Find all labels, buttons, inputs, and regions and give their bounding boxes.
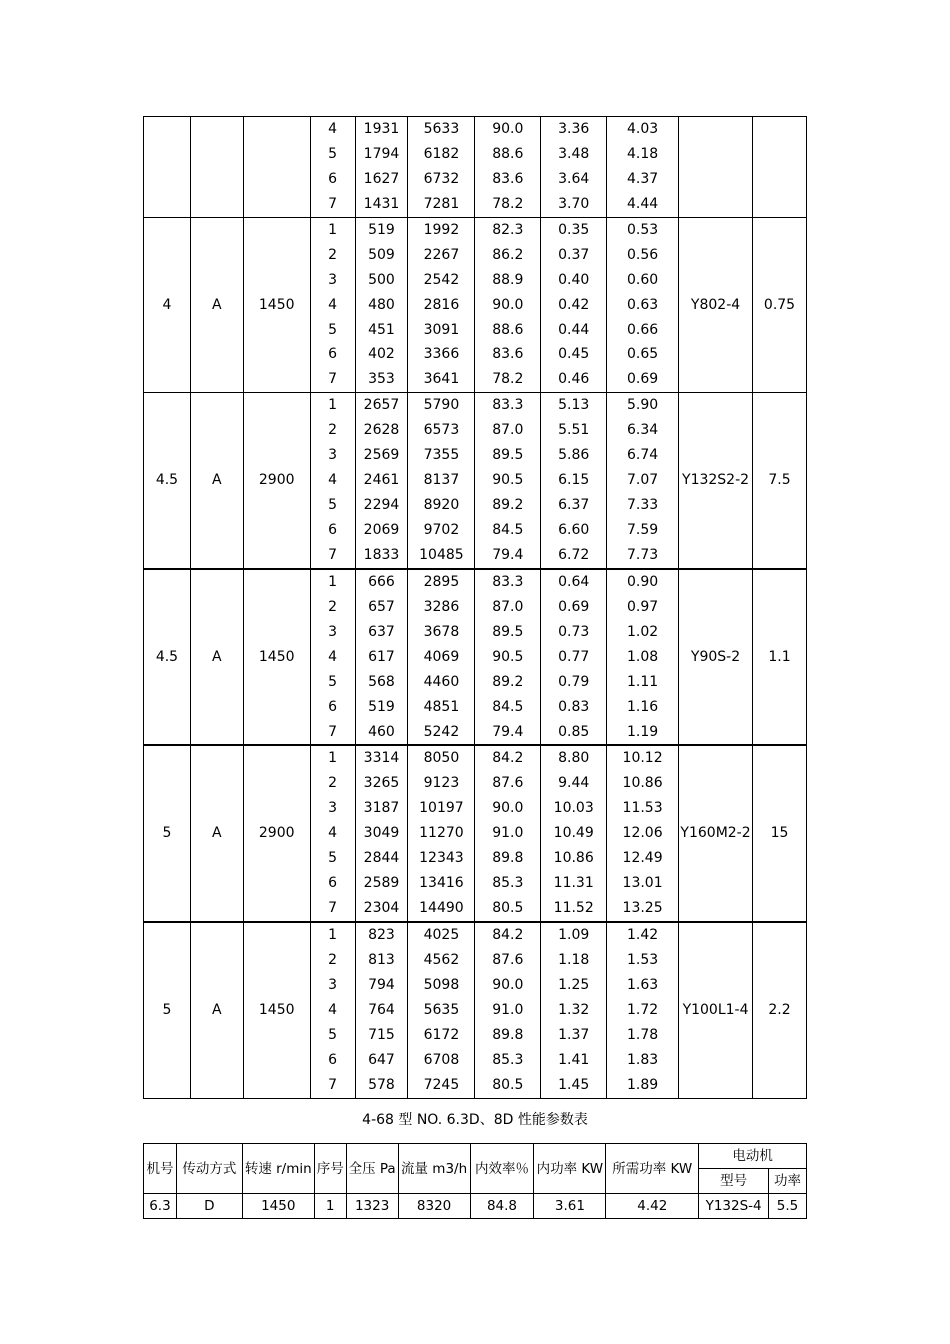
efficiency-cell: 87.6 bbox=[475, 948, 541, 973]
efficiency-cell: 89.5 bbox=[475, 443, 541, 468]
flow-cell: 10485 bbox=[408, 543, 475, 569]
inner-power-cell: 1.37 bbox=[541, 1023, 607, 1048]
inner-power-cell: 0.77 bbox=[541, 645, 607, 670]
pressure-cell: 3187 bbox=[355, 796, 408, 821]
flow-cell: 6172 bbox=[408, 1023, 475, 1048]
inner-power-cell: 3.64 bbox=[541, 167, 607, 192]
required-power-cell: 0.90 bbox=[607, 569, 679, 595]
pressure-cell: 2657 bbox=[355, 393, 408, 418]
seq-cell: 6 bbox=[310, 518, 355, 543]
flow-cell: 3286 bbox=[408, 595, 475, 620]
inner-power-cell: 6.72 bbox=[541, 543, 607, 569]
table-row bbox=[144, 217, 807, 242]
efficiency-cell: 78.2 bbox=[475, 192, 541, 217]
flow-cell: 2267 bbox=[408, 243, 475, 268]
efficiency-cell: 89.8 bbox=[475, 1023, 541, 1048]
motor-power-cell bbox=[753, 117, 807, 218]
machine-number-cell: 5 bbox=[144, 745, 191, 922]
motor-model-cell: Y160M2-2 bbox=[679, 745, 753, 922]
required-power-cell: 0.65 bbox=[607, 342, 679, 367]
table-row bbox=[144, 117, 807, 142]
inner-power-cell: 1.09 bbox=[541, 922, 607, 948]
inner-power-cell: 0.37 bbox=[541, 243, 607, 268]
flow-cell: 6708 bbox=[408, 1048, 475, 1073]
required-power-cell: 12.06 bbox=[607, 821, 679, 846]
table-row bbox=[144, 569, 807, 595]
motor-power-cell: 2.2 bbox=[753, 922, 807, 1098]
flow-cell: 5242 bbox=[408, 720, 475, 746]
flow-cell: 13416 bbox=[408, 871, 475, 896]
machine-number-cell bbox=[144, 117, 191, 218]
header-flow: 流量 m3/h bbox=[398, 1144, 470, 1194]
efficiency-cell: 84.2 bbox=[475, 745, 541, 771]
speed-cell: 2900 bbox=[243, 393, 310, 569]
efficiency-cell: 91.0 bbox=[475, 998, 541, 1023]
required-power-cell: 1.78 bbox=[607, 1023, 679, 1048]
flow-cell: 10197 bbox=[408, 796, 475, 821]
efficiency-cell: 88.6 bbox=[475, 142, 541, 167]
inner-power-cell: 8.80 bbox=[541, 745, 607, 771]
inner-power-cell: 6.15 bbox=[541, 468, 607, 493]
required-power-cell: 1.53 bbox=[607, 948, 679, 973]
flow-cell: 11270 bbox=[408, 821, 475, 846]
required-power-cell: 1.08 bbox=[607, 645, 679, 670]
flow-cell: 3366 bbox=[408, 342, 475, 367]
flow-cell: 4025 bbox=[408, 922, 475, 948]
seq-cell: 4 bbox=[310, 821, 355, 846]
seq-cell: 3 bbox=[310, 796, 355, 821]
efficiency-cell: 89.2 bbox=[475, 493, 541, 518]
required-power-cell: 1.11 bbox=[607, 670, 679, 695]
motor-power-cell: 1.1 bbox=[753, 569, 807, 746]
speed-cell: 2900 bbox=[243, 745, 310, 922]
required-power-cell: 13.25 bbox=[607, 896, 679, 922]
motor-power-cell: 7.5 bbox=[753, 393, 807, 569]
required-power-cell: 6.74 bbox=[607, 443, 679, 468]
seq-cell: 2 bbox=[310, 771, 355, 796]
flow-cell: 4851 bbox=[408, 695, 475, 720]
flow-cell: 12343 bbox=[408, 846, 475, 871]
spec-cell: Y132S-4 bbox=[699, 1194, 769, 1219]
header-efficiency: 内效率％ bbox=[470, 1144, 534, 1194]
drive-type-cell: A bbox=[190, 745, 243, 922]
spec-data-row bbox=[144, 1194, 807, 1219]
inner-power-cell: 5.51 bbox=[541, 418, 607, 443]
efficiency-cell: 84.2 bbox=[475, 922, 541, 948]
required-power-cell: 1.02 bbox=[607, 620, 679, 645]
pressure-cell: 2461 bbox=[355, 468, 408, 493]
seq-cell: 7 bbox=[310, 896, 355, 922]
pressure-cell: 2628 bbox=[355, 418, 408, 443]
inner-power-cell: 0.46 bbox=[541, 367, 607, 392]
required-power-cell: 1.83 bbox=[607, 1048, 679, 1073]
speed-cell: 1450 bbox=[243, 922, 310, 1098]
inner-power-cell: 1.45 bbox=[541, 1073, 607, 1098]
pressure-cell: 1931 bbox=[355, 117, 408, 142]
inner-power-cell: 0.83 bbox=[541, 695, 607, 720]
spec-table bbox=[143, 1143, 807, 1219]
motor-model-cell: Y90S-2 bbox=[679, 569, 753, 746]
drive-type-cell: A bbox=[190, 217, 243, 393]
speed-cell: 1450 bbox=[243, 217, 310, 393]
seq-cell: 2 bbox=[310, 948, 355, 973]
efficiency-cell: 90.0 bbox=[475, 973, 541, 998]
pressure-cell: 578 bbox=[355, 1073, 408, 1098]
seq-cell: 4 bbox=[310, 468, 355, 493]
inner-power-cell: 3.36 bbox=[541, 117, 607, 142]
pressure-cell: 794 bbox=[355, 973, 408, 998]
flow-cell: 8050 bbox=[408, 745, 475, 771]
pressure-cell: 3314 bbox=[355, 745, 408, 771]
efficiency-cell: 84.5 bbox=[475, 695, 541, 720]
flow-cell: 2542 bbox=[408, 268, 475, 293]
flow-cell: 7245 bbox=[408, 1073, 475, 1098]
required-power-cell: 7.73 bbox=[607, 543, 679, 569]
seq-cell: 3 bbox=[310, 443, 355, 468]
pressure-cell: 460 bbox=[355, 720, 408, 746]
inner-power-cell: 5.13 bbox=[541, 393, 607, 418]
machine-number-cell: 4.5 bbox=[144, 393, 191, 569]
inner-power-cell: 1.25 bbox=[541, 973, 607, 998]
seq-cell: 5 bbox=[310, 493, 355, 518]
inner-power-cell: 1.32 bbox=[541, 998, 607, 1023]
pressure-cell: 617 bbox=[355, 645, 408, 670]
pressure-cell: 2589 bbox=[355, 871, 408, 896]
flow-cell: 5790 bbox=[408, 393, 475, 418]
pressure-cell: 500 bbox=[355, 268, 408, 293]
drive-type-cell: A bbox=[190, 922, 243, 1098]
efficiency-cell: 83.3 bbox=[475, 393, 541, 418]
flow-cell: 2895 bbox=[408, 569, 475, 595]
inner-power-cell: 0.79 bbox=[541, 670, 607, 695]
pressure-cell: 1833 bbox=[355, 543, 408, 569]
pressure-cell: 764 bbox=[355, 998, 408, 1023]
pressure-cell: 2294 bbox=[355, 493, 408, 518]
inner-power-cell: 0.42 bbox=[541, 293, 607, 318]
required-power-cell: 0.60 bbox=[607, 268, 679, 293]
spec-cell: 1450 bbox=[242, 1194, 314, 1219]
seq-cell: 2 bbox=[310, 418, 355, 443]
efficiency-cell: 80.5 bbox=[475, 1073, 541, 1098]
required-power-cell: 0.56 bbox=[607, 243, 679, 268]
efficiency-cell: 87.0 bbox=[475, 595, 541, 620]
pressure-cell: 3049 bbox=[355, 821, 408, 846]
seq-cell: 6 bbox=[310, 695, 355, 720]
flow-cell: 3641 bbox=[408, 367, 475, 392]
inner-power-cell: 0.85 bbox=[541, 720, 607, 746]
efficiency-cell: 87.6 bbox=[475, 771, 541, 796]
flow-cell: 4562 bbox=[408, 948, 475, 973]
pressure-cell: 2304 bbox=[355, 896, 408, 922]
pressure-cell: 2069 bbox=[355, 518, 408, 543]
efficiency-cell: 78.2 bbox=[475, 367, 541, 392]
pressure-cell: 519 bbox=[355, 217, 408, 242]
required-power-cell: 0.66 bbox=[607, 318, 679, 343]
header-seq: 序号 bbox=[314, 1144, 346, 1194]
inner-power-cell: 11.52 bbox=[541, 896, 607, 922]
seq-cell: 3 bbox=[310, 268, 355, 293]
performance-table bbox=[143, 116, 807, 1099]
motor-power-cell: 15 bbox=[753, 745, 807, 922]
efficiency-cell: 82.3 bbox=[475, 217, 541, 242]
flow-cell: 3678 bbox=[408, 620, 475, 645]
efficiency-cell: 80.5 bbox=[475, 896, 541, 922]
seq-cell: 1 bbox=[310, 569, 355, 595]
required-power-cell: 0.53 bbox=[607, 217, 679, 242]
seq-cell: 5 bbox=[310, 1023, 355, 1048]
inner-power-cell: 3.70 bbox=[541, 192, 607, 217]
spec-cell: 84.8 bbox=[470, 1194, 534, 1219]
inner-power-cell: 0.44 bbox=[541, 318, 607, 343]
required-power-cell: 13.01 bbox=[607, 871, 679, 896]
inner-power-cell: 1.18 bbox=[541, 948, 607, 973]
pressure-cell: 451 bbox=[355, 318, 408, 343]
pressure-cell: 509 bbox=[355, 243, 408, 268]
flow-cell: 9123 bbox=[408, 771, 475, 796]
flow-cell: 5635 bbox=[408, 998, 475, 1023]
efficiency-cell: 90.5 bbox=[475, 468, 541, 493]
seq-cell: 6 bbox=[310, 342, 355, 367]
speed-cell bbox=[243, 117, 310, 218]
table-caption: 4-68 型 NO. 6.3D、8D 性能参数表 bbox=[362, 1112, 588, 1128]
flow-cell: 6182 bbox=[408, 142, 475, 167]
efficiency-cell: 79.4 bbox=[475, 720, 541, 746]
spec-header-row bbox=[144, 1144, 807, 1169]
required-power-cell: 0.63 bbox=[607, 293, 679, 318]
required-power-cell: 1.89 bbox=[607, 1073, 679, 1098]
seq-cell: 7 bbox=[310, 720, 355, 746]
efficiency-cell: 83.6 bbox=[475, 342, 541, 367]
flow-cell: 3091 bbox=[408, 318, 475, 343]
seq-cell: 1 bbox=[310, 745, 355, 771]
seq-cell: 2 bbox=[310, 243, 355, 268]
seq-cell: 5 bbox=[310, 142, 355, 167]
pressure-cell: 823 bbox=[355, 922, 408, 948]
pressure-cell: 2844 bbox=[355, 846, 408, 871]
inner-power-cell: 0.69 bbox=[541, 595, 607, 620]
required-power-cell: 4.37 bbox=[607, 167, 679, 192]
pressure-cell: 666 bbox=[355, 569, 408, 595]
spec-cell: 1323 bbox=[346, 1194, 398, 1219]
header-pressure: 全压 Pa bbox=[346, 1144, 398, 1194]
seq-cell: 4 bbox=[310, 998, 355, 1023]
seq-cell: 4 bbox=[310, 293, 355, 318]
required-power-cell: 7.07 bbox=[607, 468, 679, 493]
inner-power-cell: 6.60 bbox=[541, 518, 607, 543]
inner-power-cell: 10.86 bbox=[541, 846, 607, 871]
required-power-cell: 11.53 bbox=[607, 796, 679, 821]
machine-number-cell: 4 bbox=[144, 217, 191, 393]
speed-cell: 1450 bbox=[243, 569, 310, 746]
inner-power-cell: 9.44 bbox=[541, 771, 607, 796]
inner-power-cell: 0.64 bbox=[541, 569, 607, 595]
efficiency-cell: 83.6 bbox=[475, 167, 541, 192]
seq-cell: 7 bbox=[310, 367, 355, 392]
inner-power-cell: 0.40 bbox=[541, 268, 607, 293]
efficiency-cell: 85.3 bbox=[475, 1048, 541, 1073]
spec-cell: 6.3 bbox=[144, 1194, 177, 1219]
drive-type-cell: A bbox=[190, 569, 243, 746]
flow-cell: 6732 bbox=[408, 167, 475, 192]
pressure-cell: 568 bbox=[355, 670, 408, 695]
seq-cell: 7 bbox=[310, 192, 355, 217]
required-power-cell: 1.42 bbox=[607, 922, 679, 948]
pressure-cell: 1431 bbox=[355, 192, 408, 217]
seq-cell: 6 bbox=[310, 1048, 355, 1073]
inner-power-cell: 5.86 bbox=[541, 443, 607, 468]
flow-cell: 1992 bbox=[408, 217, 475, 242]
seq-cell: 2 bbox=[310, 595, 355, 620]
required-power-cell: 4.03 bbox=[607, 117, 679, 142]
flow-cell: 9702 bbox=[408, 518, 475, 543]
table-row bbox=[144, 745, 807, 771]
pressure-cell: 715 bbox=[355, 1023, 408, 1048]
table-row bbox=[144, 393, 807, 418]
spec-cell: D bbox=[176, 1194, 242, 1219]
header-required-power: 所需功率 KW bbox=[606, 1144, 699, 1194]
motor-model-cell: Y100L1-4 bbox=[679, 922, 753, 1098]
seq-cell: 3 bbox=[310, 973, 355, 998]
machine-number-cell: 4.5 bbox=[144, 569, 191, 746]
seq-cell: 3 bbox=[310, 620, 355, 645]
motor-model-cell: Y802-4 bbox=[679, 217, 753, 393]
spec-cell: 3.61 bbox=[534, 1194, 606, 1219]
seq-cell: 6 bbox=[310, 167, 355, 192]
flow-cell: 2816 bbox=[408, 293, 475, 318]
table-row bbox=[144, 922, 807, 948]
inner-power-cell: 0.73 bbox=[541, 620, 607, 645]
motor-model-cell: Y132S2-2 bbox=[679, 393, 753, 569]
pressure-cell: 637 bbox=[355, 620, 408, 645]
inner-power-cell: 10.49 bbox=[541, 821, 607, 846]
pressure-cell: 1627 bbox=[355, 167, 408, 192]
flow-cell: 7281 bbox=[408, 192, 475, 217]
efficiency-cell: 88.9 bbox=[475, 268, 541, 293]
header-inner-power: 内功率 KW bbox=[534, 1144, 606, 1194]
spec-cell: 1 bbox=[314, 1194, 346, 1219]
required-power-cell: 1.72 bbox=[607, 998, 679, 1023]
flow-cell: 8920 bbox=[408, 493, 475, 518]
header-drive: 传动方式 bbox=[176, 1144, 242, 1194]
seq-cell: 4 bbox=[310, 117, 355, 142]
machine-number-cell: 5 bbox=[144, 922, 191, 1098]
spec-cell: 8320 bbox=[398, 1194, 470, 1219]
efficiency-cell: 85.3 bbox=[475, 871, 541, 896]
flow-cell: 8137 bbox=[408, 468, 475, 493]
spec-cell: 5.5 bbox=[769, 1194, 807, 1219]
header-speed: 转速 r/min bbox=[242, 1144, 314, 1194]
efficiency-cell: 89.5 bbox=[475, 620, 541, 645]
efficiency-cell: 90.0 bbox=[475, 117, 541, 142]
required-power-cell: 4.18 bbox=[607, 142, 679, 167]
performance-table-body bbox=[144, 117, 807, 1099]
drive-type-cell: A bbox=[190, 393, 243, 569]
efficiency-cell: 89.8 bbox=[475, 846, 541, 871]
required-power-cell: 10.86 bbox=[607, 771, 679, 796]
flow-cell: 4460 bbox=[408, 670, 475, 695]
required-power-cell: 4.44 bbox=[607, 192, 679, 217]
motor-power-cell: 0.75 bbox=[753, 217, 807, 393]
efficiency-cell: 90.0 bbox=[475, 796, 541, 821]
flow-cell: 14490 bbox=[408, 896, 475, 922]
required-power-cell: 7.33 bbox=[607, 493, 679, 518]
seq-cell: 7 bbox=[310, 1073, 355, 1098]
pressure-cell: 519 bbox=[355, 695, 408, 720]
inner-power-cell: 6.37 bbox=[541, 493, 607, 518]
pressure-cell: 480 bbox=[355, 293, 408, 318]
inner-power-cell: 11.31 bbox=[541, 871, 607, 896]
header-motor-power: 功率 bbox=[769, 1169, 807, 1194]
efficiency-cell: 89.2 bbox=[475, 670, 541, 695]
required-power-cell: 0.97 bbox=[607, 595, 679, 620]
flow-cell: 5633 bbox=[408, 117, 475, 142]
seq-cell: 4 bbox=[310, 645, 355, 670]
efficiency-cell: 79.4 bbox=[475, 543, 541, 569]
pressure-cell: 813 bbox=[355, 948, 408, 973]
pressure-cell: 647 bbox=[355, 1048, 408, 1073]
flow-cell: 5098 bbox=[408, 973, 475, 998]
required-power-cell: 10.12 bbox=[607, 745, 679, 771]
seq-cell: 5 bbox=[310, 318, 355, 343]
efficiency-cell: 87.0 bbox=[475, 418, 541, 443]
drive-type-cell bbox=[190, 117, 243, 218]
seq-cell: 1 bbox=[310, 217, 355, 242]
inner-power-cell: 0.35 bbox=[541, 217, 607, 242]
motor-model-cell bbox=[679, 117, 753, 218]
spec-cell: 4.42 bbox=[606, 1194, 699, 1219]
inner-power-cell: 0.45 bbox=[541, 342, 607, 367]
pressure-cell: 1794 bbox=[355, 142, 408, 167]
flow-cell: 6573 bbox=[408, 418, 475, 443]
inner-power-cell: 3.48 bbox=[541, 142, 607, 167]
required-power-cell: 6.34 bbox=[607, 418, 679, 443]
seq-cell: 6 bbox=[310, 871, 355, 896]
required-power-cell: 1.16 bbox=[607, 695, 679, 720]
required-power-cell: 7.59 bbox=[607, 518, 679, 543]
efficiency-cell: 90.0 bbox=[475, 293, 541, 318]
flow-cell: 4069 bbox=[408, 645, 475, 670]
seq-cell: 1 bbox=[310, 393, 355, 418]
efficiency-cell: 86.2 bbox=[475, 243, 541, 268]
pressure-cell: 3265 bbox=[355, 771, 408, 796]
seq-cell: 5 bbox=[310, 670, 355, 695]
pressure-cell: 2569 bbox=[355, 443, 408, 468]
header-machine: 机号 bbox=[144, 1144, 177, 1194]
efficiency-cell: 83.3 bbox=[475, 569, 541, 595]
required-power-cell: 0.69 bbox=[607, 367, 679, 392]
pressure-cell: 353 bbox=[355, 367, 408, 392]
seq-cell: 5 bbox=[310, 846, 355, 871]
flow-cell: 7355 bbox=[408, 443, 475, 468]
header-motor: 电动机 bbox=[699, 1144, 807, 1169]
required-power-cell: 5.90 bbox=[607, 393, 679, 418]
required-power-cell: 12.49 bbox=[607, 846, 679, 871]
seq-cell: 7 bbox=[310, 543, 355, 569]
required-power-cell: 1.19 bbox=[607, 720, 679, 746]
pressure-cell: 657 bbox=[355, 595, 408, 620]
efficiency-cell: 91.0 bbox=[475, 821, 541, 846]
seq-cell: 1 bbox=[310, 922, 355, 948]
pressure-cell: 402 bbox=[355, 342, 408, 367]
efficiency-cell: 88.6 bbox=[475, 318, 541, 343]
inner-power-cell: 1.41 bbox=[541, 1048, 607, 1073]
inner-power-cell: 10.03 bbox=[541, 796, 607, 821]
efficiency-cell: 90.5 bbox=[475, 645, 541, 670]
required-power-cell: 1.63 bbox=[607, 973, 679, 998]
header-motor-model: 型号 bbox=[699, 1169, 769, 1194]
efficiency-cell: 84.5 bbox=[475, 518, 541, 543]
